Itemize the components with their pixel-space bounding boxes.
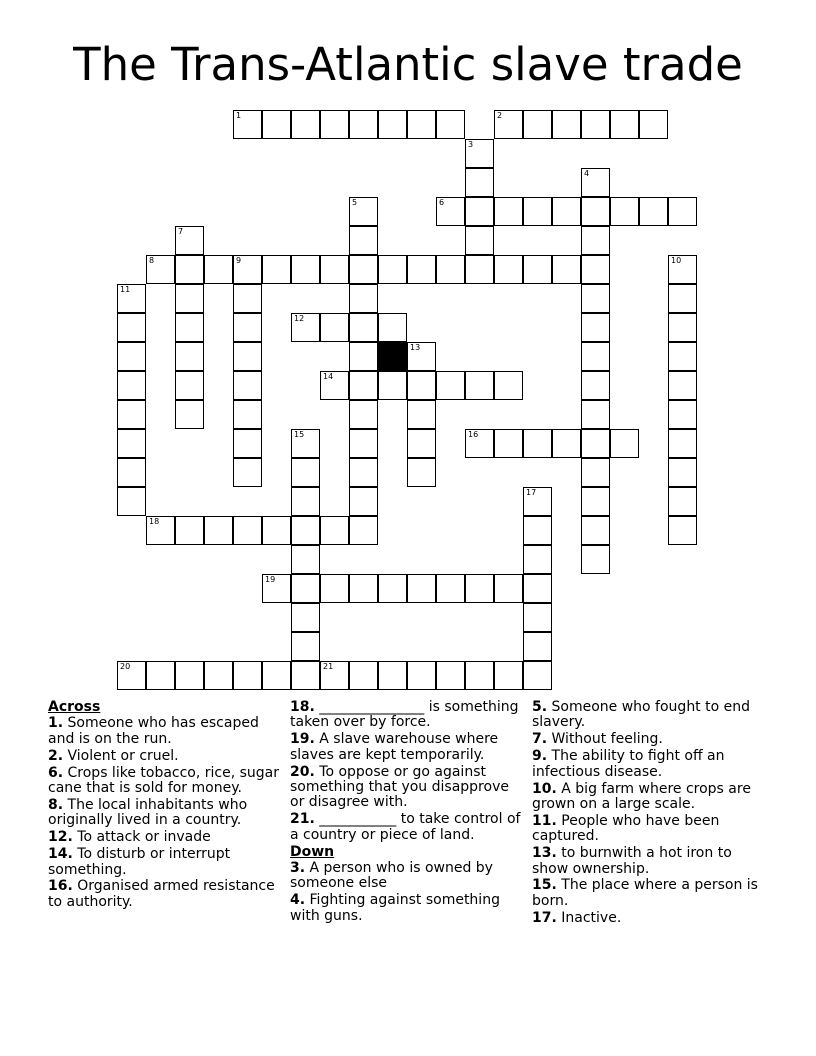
grid-cell[interactable] xyxy=(407,574,436,603)
clue-text: ___________ to take control of a country or piece of land. xyxy=(290,811,521,843)
cell-number: 9 xyxy=(236,256,242,265)
grid-cell[interactable] xyxy=(581,516,610,545)
cell-number: 14 xyxy=(323,372,334,381)
clue-down-11 xyxy=(532,814,768,845)
clue-number: 13. xyxy=(532,845,557,862)
grid-cell[interactable] xyxy=(117,342,146,371)
grid-cell[interactable] xyxy=(581,313,610,342)
clue-across-14 xyxy=(48,847,284,878)
cell-number: 2 xyxy=(497,111,503,120)
clue-across-16 xyxy=(48,879,284,910)
grid-cell[interactable] xyxy=(262,110,291,139)
grid-cell[interactable] xyxy=(465,168,494,197)
grid-cell[interactable] xyxy=(291,661,320,690)
grid-cell[interactable] xyxy=(291,516,320,545)
clue-number: 1. xyxy=(48,715,64,732)
grid-cell[interactable] xyxy=(465,371,494,400)
cell-number: 8 xyxy=(149,256,155,265)
grid-cell[interactable] xyxy=(291,313,320,342)
grid-cell[interactable] xyxy=(349,342,378,371)
grid-cell[interactable] xyxy=(465,661,494,690)
grid-cell[interactable] xyxy=(668,313,697,342)
grid-cell[interactable] xyxy=(117,400,146,429)
grid-cell[interactable] xyxy=(291,632,320,661)
grid-cell[interactable] xyxy=(581,371,610,400)
clue-number: 2. xyxy=(48,747,64,764)
grid-cell[interactable] xyxy=(175,313,204,342)
grid-cell[interactable] xyxy=(233,661,262,690)
grid-cell[interactable] xyxy=(465,197,494,226)
cell-number: 15 xyxy=(294,430,305,439)
grid-cell[interactable] xyxy=(320,371,349,400)
clue-across-6 xyxy=(48,766,284,797)
grid-cell[interactable] xyxy=(291,110,320,139)
grid-cell[interactable] xyxy=(668,516,697,545)
grid-cell[interactable] xyxy=(378,574,407,603)
grid-cell[interactable] xyxy=(581,545,610,574)
grid-cell[interactable] xyxy=(233,284,262,313)
grid-cell[interactable] xyxy=(523,661,552,690)
grid-cell[interactable] xyxy=(291,545,320,574)
grid-cell[interactable] xyxy=(320,255,349,284)
grid-cell[interactable] xyxy=(436,197,465,226)
cell-number: 6 xyxy=(439,198,445,207)
grid-cell[interactable] xyxy=(465,226,494,255)
grid-cell[interactable] xyxy=(494,255,523,284)
grid-cell[interactable] xyxy=(552,429,581,458)
grid-cell[interactable] xyxy=(233,255,262,284)
grid-cell[interactable] xyxy=(117,429,146,458)
grid-cell[interactable] xyxy=(610,197,639,226)
grid-cell[interactable] xyxy=(523,632,552,661)
grid-cell[interactable] xyxy=(581,110,610,139)
grid-cell[interactable] xyxy=(581,400,610,429)
grid-cell[interactable] xyxy=(639,197,668,226)
grid-cell[interactable] xyxy=(407,458,436,487)
grid-cell[interactable] xyxy=(523,516,552,545)
grid-cell[interactable] xyxy=(233,429,262,458)
clue-text: The place where a person is born. xyxy=(532,877,758,909)
grid-cell[interactable] xyxy=(378,661,407,690)
clue-text: to burnwith a hot iron to show ownership. xyxy=(532,845,732,877)
clue-down-7 xyxy=(532,732,768,747)
grid-cell[interactable] xyxy=(552,110,581,139)
grid-cell[interactable] xyxy=(146,516,175,545)
grid-cell[interactable] xyxy=(320,516,349,545)
cell-number: 1 xyxy=(236,111,242,120)
grid-cell[interactable] xyxy=(349,284,378,313)
cell-number: 20 xyxy=(120,662,131,671)
grid-cell[interactable] xyxy=(175,226,204,255)
grid-cell[interactable] xyxy=(668,400,697,429)
grid-cell[interactable] xyxy=(465,429,494,458)
grid-cell[interactable] xyxy=(581,226,610,255)
clue-number: 9. xyxy=(532,748,548,765)
grid-cell[interactable] xyxy=(175,661,204,690)
grid-cell[interactable] xyxy=(639,110,668,139)
cell-number: 4 xyxy=(584,169,590,178)
cell-number: 3 xyxy=(468,140,474,149)
clue-text: Someone who has escaped and is on the run. xyxy=(48,715,259,747)
grid-cell[interactable] xyxy=(494,197,523,226)
grid-cell[interactable] xyxy=(349,226,378,255)
grid-cell[interactable] xyxy=(349,110,378,139)
clue-text: The local inhabitants who originally lived in a country. xyxy=(48,796,248,829)
grid-cell[interactable] xyxy=(581,487,610,516)
cell-number: 7 xyxy=(178,227,184,236)
grid-cell[interactable] xyxy=(523,110,552,139)
cell-number: 21 xyxy=(323,662,334,671)
grid-cell[interactable] xyxy=(117,371,146,400)
grid-cell[interactable] xyxy=(117,661,146,690)
clue-text: A big farm where crops are grown on a large scale. xyxy=(532,780,751,812)
grid-cell[interactable] xyxy=(349,313,378,342)
cell-number: 18 xyxy=(149,517,160,526)
grid-cell[interactable] xyxy=(291,429,320,458)
clue-number: 8. xyxy=(48,796,64,813)
clue-number: 10. xyxy=(532,780,557,797)
grid-cell[interactable] xyxy=(581,342,610,371)
grid-cell[interactable] xyxy=(233,516,262,545)
clue-down-10 xyxy=(532,782,768,813)
clue-text: Crops like tobacco, rice, sugar cane that is sold for money. xyxy=(48,764,280,797)
cell-number: 10 xyxy=(671,256,682,265)
clue-column-2 xyxy=(290,700,526,926)
grid-cell[interactable] xyxy=(523,603,552,632)
clue-text: To attack or invade xyxy=(77,829,211,846)
across-heading: Across xyxy=(48,699,101,715)
grid-cell[interactable] xyxy=(407,429,436,458)
clue-across-20 xyxy=(290,765,526,811)
grid-cell[interactable] xyxy=(668,284,697,313)
grid-cell[interactable] xyxy=(581,429,610,458)
grid-cell[interactable] xyxy=(436,110,465,139)
grid-cell[interactable] xyxy=(175,284,204,313)
grid-cell[interactable] xyxy=(175,342,204,371)
clue-down-4 xyxy=(290,893,526,924)
grid-cell[interactable] xyxy=(349,429,378,458)
cell-number: 19 xyxy=(265,575,276,584)
grid-cell[interactable] xyxy=(262,255,291,284)
grid-cell[interactable] xyxy=(175,400,204,429)
grid-cell[interactable] xyxy=(378,110,407,139)
grid-cell[interactable] xyxy=(233,371,262,400)
grid-cell[interactable] xyxy=(668,429,697,458)
clue-text: The ability to fight off an infectious disease. xyxy=(532,748,725,780)
clue-across-2 xyxy=(48,749,284,764)
grid-cell[interactable] xyxy=(465,574,494,603)
grid-cell[interactable] xyxy=(204,516,233,545)
clue-number: 6. xyxy=(48,764,64,781)
grid-cell[interactable] xyxy=(407,255,436,284)
clue-number: 4. xyxy=(290,892,306,909)
down-heading: Down xyxy=(290,843,335,860)
grid-cell[interactable] xyxy=(436,255,465,284)
clue-down-5 xyxy=(532,700,768,731)
clue-text: To disturb or interrupt something. xyxy=(48,846,231,878)
clue-down-3 xyxy=(290,861,526,892)
grid-cell[interactable] xyxy=(233,110,262,139)
clue-number: 21. xyxy=(290,811,315,828)
clue-across-1 xyxy=(48,716,284,747)
grid-cell[interactable] xyxy=(668,371,697,400)
grid-cell[interactable] xyxy=(349,516,378,545)
grid-cell[interactable] xyxy=(668,342,697,371)
puzzle-title: The Trans-Atlantic slave trade xyxy=(73,38,743,91)
grid-cell[interactable] xyxy=(117,284,146,313)
grid-cell[interactable] xyxy=(581,284,610,313)
clue-down-13 xyxy=(532,846,768,877)
grid-cell[interactable] xyxy=(320,110,349,139)
grid-cell[interactable] xyxy=(320,661,349,690)
grid-cell[interactable] xyxy=(581,255,610,284)
grid-cell[interactable] xyxy=(349,487,378,516)
grid-cell[interactable] xyxy=(146,661,175,690)
grid-cell[interactable] xyxy=(262,661,291,690)
cell-number: 17 xyxy=(526,488,537,497)
grid-cell[interactable] xyxy=(349,661,378,690)
clue-number: 20. xyxy=(290,763,315,780)
grid-cell[interactable] xyxy=(407,371,436,400)
cell-number: 13 xyxy=(410,343,421,352)
grid-cell[interactable] xyxy=(494,110,523,139)
clue-down-15 xyxy=(532,878,768,909)
grid-cell[interactable] xyxy=(581,168,610,197)
grid-cell[interactable] xyxy=(349,197,378,226)
grid-cell[interactable] xyxy=(204,661,233,690)
clue-across-19 xyxy=(290,732,526,763)
cell-number: 5 xyxy=(352,198,358,207)
grid-cell[interactable] xyxy=(320,574,349,603)
grid-cell[interactable] xyxy=(581,458,610,487)
grid-cell[interactable] xyxy=(349,574,378,603)
grid-cell[interactable] xyxy=(378,313,407,342)
grid-cell[interactable] xyxy=(668,255,697,284)
clue-across-21 xyxy=(290,812,526,843)
grid-cell[interactable] xyxy=(262,574,291,603)
clue-column-1 xyxy=(48,700,284,912)
grid-cell[interactable] xyxy=(320,313,349,342)
clue-text: Without feeling. xyxy=(551,731,663,748)
grid-cell[interactable] xyxy=(668,458,697,487)
grid-cell[interactable] xyxy=(523,487,552,516)
grid-cell[interactable] xyxy=(117,487,146,516)
clue-text: Someone who fought to end slavery. xyxy=(532,699,751,731)
grid-cell[interactable] xyxy=(233,458,262,487)
cell-number: 11 xyxy=(120,285,131,294)
grid-cell[interactable] xyxy=(523,429,552,458)
clue-number: 17. xyxy=(532,909,557,926)
grid-cell[interactable] xyxy=(175,516,204,545)
grid-cell[interactable] xyxy=(494,371,523,400)
grid-cell[interactable] xyxy=(407,342,436,371)
clue-text: Fighting against something with guns. xyxy=(290,892,500,924)
clue-text: Organised armed resistance to authority. xyxy=(48,878,275,910)
clue-number: 19. xyxy=(290,731,315,748)
grid-cell[interactable] xyxy=(668,487,697,516)
clue-number: 11. xyxy=(532,812,557,829)
grid-cell[interactable] xyxy=(378,371,407,400)
clue-text: To oppose or go against something that you disapprove or disagree with. xyxy=(290,763,509,811)
clue-down-17 xyxy=(532,911,768,926)
grid-cell[interactable] xyxy=(407,110,436,139)
clue-down-9 xyxy=(532,749,768,780)
clue-number: 3. xyxy=(290,860,306,877)
clue-text: A slave warehouse where slaves are kept temporarily. xyxy=(290,731,499,763)
grid-cell[interactable] xyxy=(407,661,436,690)
grid-cell[interactable] xyxy=(117,313,146,342)
grid-cell[interactable] xyxy=(349,371,378,400)
grid-cell[interactable] xyxy=(523,545,552,574)
grid-cell[interactable] xyxy=(581,197,610,226)
grid-cell[interactable] xyxy=(291,255,320,284)
grid-cell[interactable] xyxy=(262,516,291,545)
grid-cell[interactable] xyxy=(117,458,146,487)
grid-cell[interactable] xyxy=(610,110,639,139)
grid-cell[interactable] xyxy=(291,458,320,487)
clue-number: 18. xyxy=(290,699,315,715)
clue-text: A person who is owned by someone else xyxy=(290,860,493,892)
clue-across-8 xyxy=(48,798,284,829)
cell-number: 16 xyxy=(468,430,479,439)
grid-cell[interactable] xyxy=(146,255,175,284)
clue-number: 14. xyxy=(48,846,73,863)
grid-cell[interactable] xyxy=(494,574,523,603)
grid-cell[interactable] xyxy=(378,255,407,284)
grid-cell[interactable] xyxy=(291,603,320,632)
grid-cell[interactable] xyxy=(436,574,465,603)
clue-number: 7. xyxy=(532,731,548,748)
grid-cell[interactable] xyxy=(668,197,697,226)
grid-block-cell xyxy=(378,342,407,371)
grid-cell[interactable] xyxy=(465,255,494,284)
grid-cell[interactable] xyxy=(436,371,465,400)
grid-cell[interactable] xyxy=(233,313,262,342)
grid-cell[interactable] xyxy=(610,429,639,458)
grid-cell[interactable] xyxy=(175,255,204,284)
grid-cell[interactable] xyxy=(523,197,552,226)
clue-text: Violent or cruel. xyxy=(67,747,179,764)
grid-cell[interactable] xyxy=(291,574,320,603)
grid-cell[interactable] xyxy=(204,255,233,284)
grid-cell[interactable] xyxy=(523,255,552,284)
clue-column-3 xyxy=(532,700,768,928)
clue-across-18 xyxy=(290,700,526,731)
clue-across-12 xyxy=(48,830,284,845)
grid-cell[interactable] xyxy=(407,400,436,429)
grid-cell[interactable] xyxy=(349,400,378,429)
clue-number: 15. xyxy=(532,877,557,894)
grid-cell[interactable] xyxy=(349,255,378,284)
grid-cell[interactable] xyxy=(291,487,320,516)
grid-cell[interactable] xyxy=(175,371,204,400)
grid-cell[interactable] xyxy=(552,197,581,226)
grid-cell[interactable] xyxy=(523,574,552,603)
clue-number: 12. xyxy=(48,829,73,846)
grid-cell[interactable] xyxy=(233,400,262,429)
grid-cell[interactable] xyxy=(494,661,523,690)
grid-cell[interactable] xyxy=(465,139,494,168)
clue-number: 5. xyxy=(532,699,548,715)
grid-cell[interactable] xyxy=(494,429,523,458)
clue-text: People who have been captured. xyxy=(532,812,720,845)
grid-cell[interactable] xyxy=(552,255,581,284)
clue-text: Inactive. xyxy=(561,909,622,926)
grid-cell[interactable] xyxy=(233,342,262,371)
clue-number: 16. xyxy=(48,878,73,895)
clue-text: _______________ is something taken over by force. xyxy=(290,699,519,731)
grid-cell[interactable] xyxy=(349,458,378,487)
cell-number: 12 xyxy=(294,314,305,323)
grid-cell[interactable] xyxy=(436,661,465,690)
